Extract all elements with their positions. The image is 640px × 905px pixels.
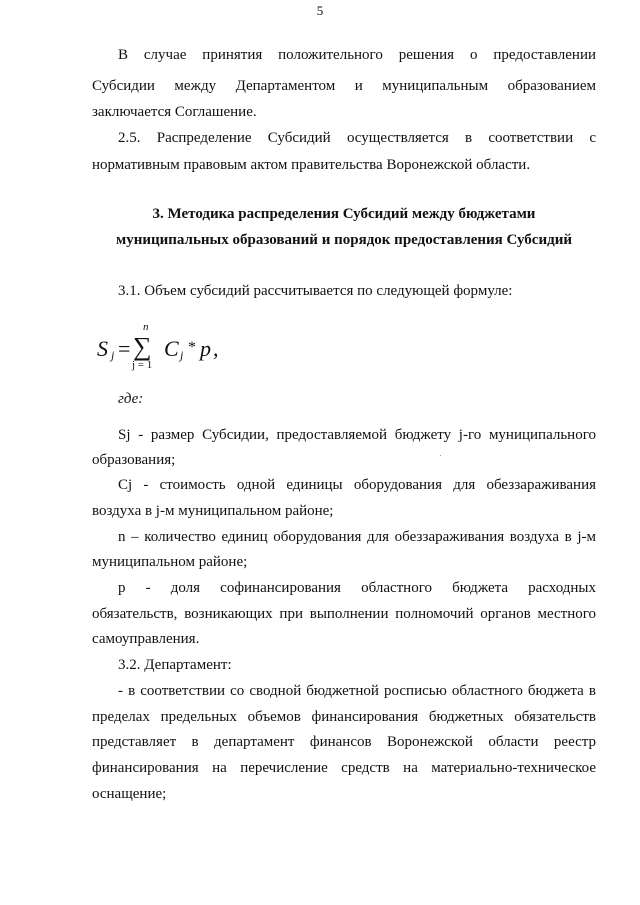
- definition-line: Cj - стоимость одной единицы оборудования для обеззараживания: [118, 477, 596, 493]
- page-number: 5: [316, 3, 324, 18]
- definition-line: обязательств, возникающих при выполнении полномочий органов местного: [92, 606, 596, 622]
- paragraph-line: 3.1. Объем субсидий рассчитывается по следующей формуле:: [118, 283, 513, 299]
- formula-sub-j: j: [111, 348, 115, 362]
- formula-star: *: [188, 339, 196, 356]
- formula-p: p: [200, 336, 211, 361]
- list-item-line: пределах предельных объемов финансирования бюджетных обязательств: [92, 709, 596, 725]
- list-item-line: представляет в департамент финансов Воронежской области реестр: [92, 734, 596, 750]
- paragraph-line: нормативным правовым актом правительства Воронежской области.: [92, 157, 531, 173]
- formula-c: C: [164, 336, 179, 361]
- definition-line: муниципальном районе;: [92, 554, 248, 570]
- list-item-line: финансирования на перечисление средств на материально-техническое: [92, 760, 596, 776]
- formula-lower: j = 1: [132, 359, 153, 371]
- paragraph-line: заключается Соглашение.: [92, 104, 257, 120]
- formula-sigma: ∑: [133, 332, 152, 361]
- section-heading: муниципальных образований и порядок предоставления Субсидий: [116, 232, 572, 248]
- definition-line: самоуправления.: [92, 631, 200, 647]
- formula-s: S: [97, 336, 108, 361]
- definition-line: Sj - размер Субсидии, предоставляемой бюджету j-го муниципального: [118, 427, 596, 443]
- definition-line: воздуха в j-м муниципальном районе;: [92, 503, 334, 519]
- stray-dot: [440, 455, 441, 456]
- formula-comma: ,: [213, 336, 219, 361]
- formula-eq: =: [118, 336, 131, 361]
- list-item-line: - в соответствии со сводной бюджетной росписью областного бюджета в: [118, 683, 596, 699]
- list-item-line: оснащение;: [92, 786, 167, 802]
- definition-line: n – количество единиц оборудования для обеззараживания воздуха в j-м: [118, 529, 596, 545]
- definition-line: образования;: [92, 452, 176, 468]
- paragraph-line: 2.5. Распределение Субсидий осуществляется в соответствии с: [118, 130, 596, 146]
- formula-sub-j: j: [180, 348, 184, 362]
- definition-line: p - доля софинансирования областного бюджета расходных: [118, 580, 596, 596]
- paragraph-line: 3.2. Департамент:: [118, 657, 232, 673]
- paragraph-line: В случае принятия положительного решения о предоставлении: [118, 47, 596, 63]
- where-label: где:: [118, 391, 144, 407]
- formula: [92, 322, 292, 374]
- paragraph-line: Субсидии между Департаментом и муниципальным образованием: [92, 78, 596, 94]
- formula-upper: n: [143, 321, 149, 333]
- section-heading: 3. Методика распределения Субсидий между бюджетами: [152, 206, 536, 222]
